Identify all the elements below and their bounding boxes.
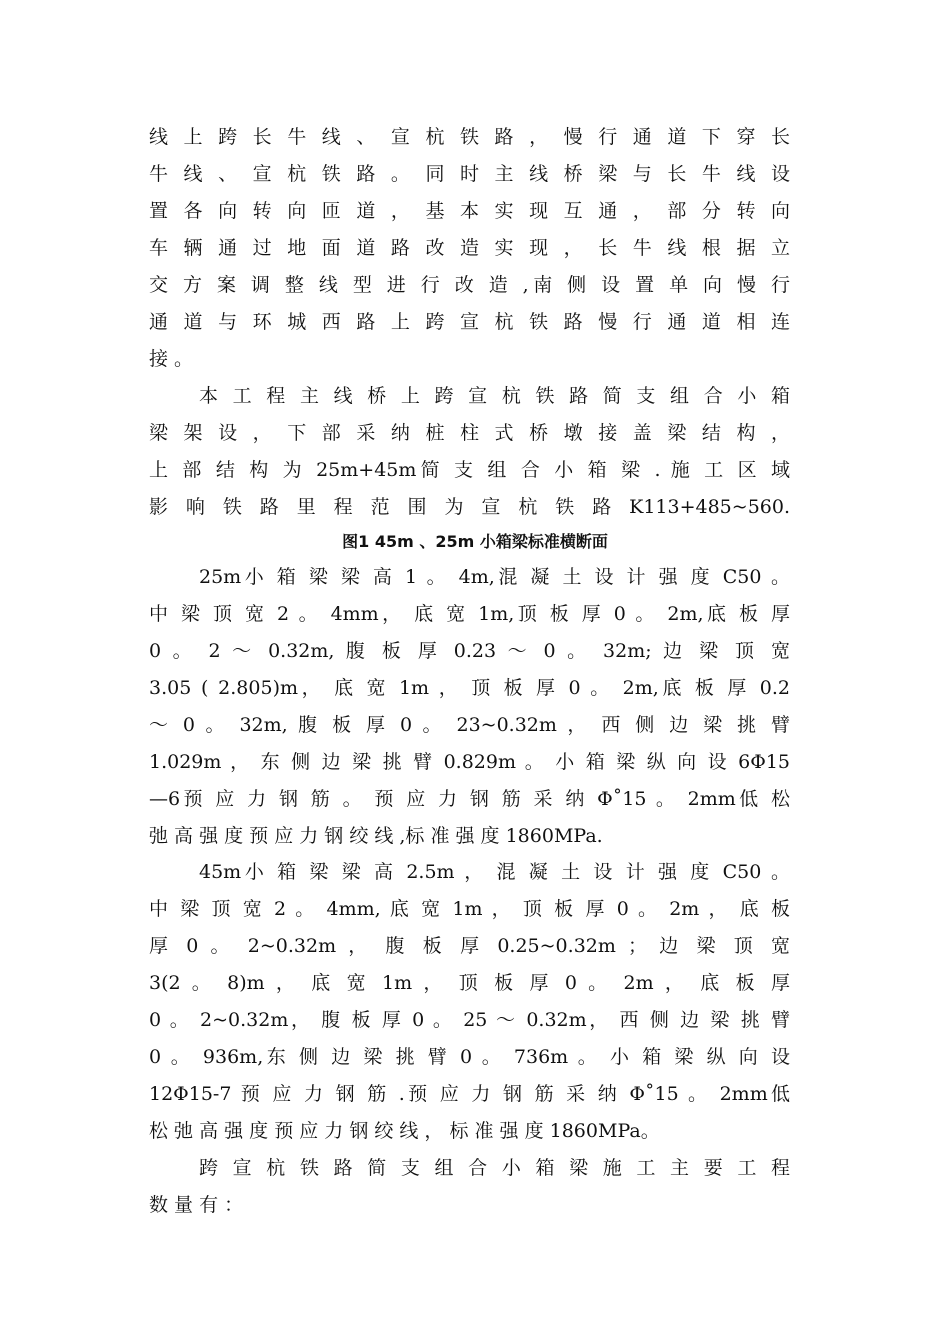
paragraph4-line-1: 45m小 箱 梁 梁 高 2.5m ， 混 凝 土 设 计 强 度 C50 。 (199, 861, 790, 883)
paragraph2-line-1: 本 工 程 主 线 桥 上 跨 宣 杭 铁 路 简 支 组 合 小 箱 (199, 385, 790, 407)
paragraph1-line-5: 交 方 案 调 整 线 型 进 行 改 造 ,南 侧 设 置 单 向 慢 行 (149, 274, 790, 296)
paragraph2-line-3: 上 部 结 构 为 25m+45m简 支 组 合 小 箱 梁 . 施 工 区 域 (149, 459, 790, 481)
paragraph2-line-2: 梁 架 设 ， 下 部 采 纳 桩 柱 式 桥 墩 接 盖 梁 结 构 ， (149, 422, 790, 444)
paragraph4-line-7: 12Φ15-7 预 应 力 钢 筋 .预 应 力 钢 筋 采 纳 Φ˚15 。 2mm低 (149, 1083, 790, 1105)
paragraph4-line-2: 中 梁 顶 宽 2 。 4mm, 底 宽 1m ， 顶 板 厚 0 。 2m ， 底 板 (149, 898, 790, 920)
paragraph1-line-2: 牛 线 、 宣 杭 铁 路 。 同 时 主 线 桥 梁 与 长 牛 线 设 (149, 163, 790, 185)
paragraph4-line-3: 厚 0 。 2~0.32m ， 腹 板 厚 0.25~0.32m ； 边 梁 顶 宽 (149, 935, 790, 957)
paragraph5-line-1: 跨 宣 杭 铁 路 简 支 组 合 小 箱 梁 施 工 主 要 工 程 (199, 1157, 790, 1179)
paragraph3-line-7: —6预 应 力 钢 筋 。 预 应 力 钢 筋 采 纳 Φ˚15 。 2mm低 松 (149, 788, 790, 810)
paragraph5-line-2: 数 量 有 ： (149, 1194, 244, 1216)
paragraph4-line-6: 0 。 936m,东 侧 边 梁 挑 臂 0 。 736m 。 小 箱 梁 纵 向 设 (149, 1046, 790, 1068)
paragraph4-line-5: 0 。 2~0.32m， 腹 板 厚 0 。 25 ～ 0.32m， 西 侧 边 梁 挑 臂 (149, 1009, 790, 1031)
paragraph1-line-1: 线 上 跨 长 牛 线 、 宣 杭 铁 路 ， 慢 行 通 道 下 穿 长 (149, 126, 790, 148)
paragraph3-line-2: 中 梁 顶 宽 2 。 4mm， 底 宽 1m,顶 板 厚 0 。 2m,底 板 厚 (149, 603, 790, 625)
paragraph1-line-3: 置 各 向 转 向 匝 道 ， 基 本 实 现 互 通 ， 部 分 转 向 (149, 200, 790, 222)
paragraph2-line-4: 影 响 铁 路 里 程 范 围 为 宣 杭 铁 路 K113+485~560. (149, 496, 790, 518)
paragraph1-line-7: 接 。 (149, 348, 194, 370)
paragraph3-line-8: 弛 高 强 度 预 应 力 钢 绞 线 ,标 准 强 度 1860MPa. (149, 825, 603, 847)
paragraph1-line-6: 通 道 与 环 城 西 路 上 跨 宣 杭 铁 路 慢 行 通 道 相 连 (149, 311, 790, 333)
paragraph3-line-4: 3.05 ( 2.805)m， 底 宽 1m ， 顶 板 厚 0 。 2m,底 板 厚 0.2 (149, 677, 790, 699)
paragraph1-line-4: 车 辆 通 过 地 面 道 路 改 造 实 现 ， 长 牛 线 根 据 立 (149, 237, 790, 259)
paragraph3-line-1: 25m小 箱 梁 梁 高 1 。 4m,混 凝 土 设 计 强 度 C50 。 (199, 566, 790, 588)
paragraph4-line-4: 3(2 。 8)m ， 底 宽 1m ， 顶 板 厚 0 。 2m ， 底 板 厚 (149, 972, 790, 994)
paragraph3-line-5: ～ 0 。 32m, 腹 板 厚 0 。 23~0.32m ， 西 侧 边 梁 挑 臂 (149, 714, 790, 736)
paragraph3-line-6: 1.029m ， 东 侧 边 梁 挑 臂 0.829m 。 小 箱 梁 纵 向 设 6Φ15 (149, 751, 790, 773)
figure-caption: 图1 45m 、25m 小箱梁标准横断面 (342, 532, 608, 551)
paragraph4-line-8: 松 弛 高 强 度 预 应 力 钢 绞 线 ， 标 准 强 度 1860MPa。 (149, 1120, 660, 1142)
paragraph3-line-3: 0 。 2 ～ 0.32m, 腹 板 厚 0.23 ～ 0 。 32m; 边 梁 顶 宽 (149, 640, 790, 662)
